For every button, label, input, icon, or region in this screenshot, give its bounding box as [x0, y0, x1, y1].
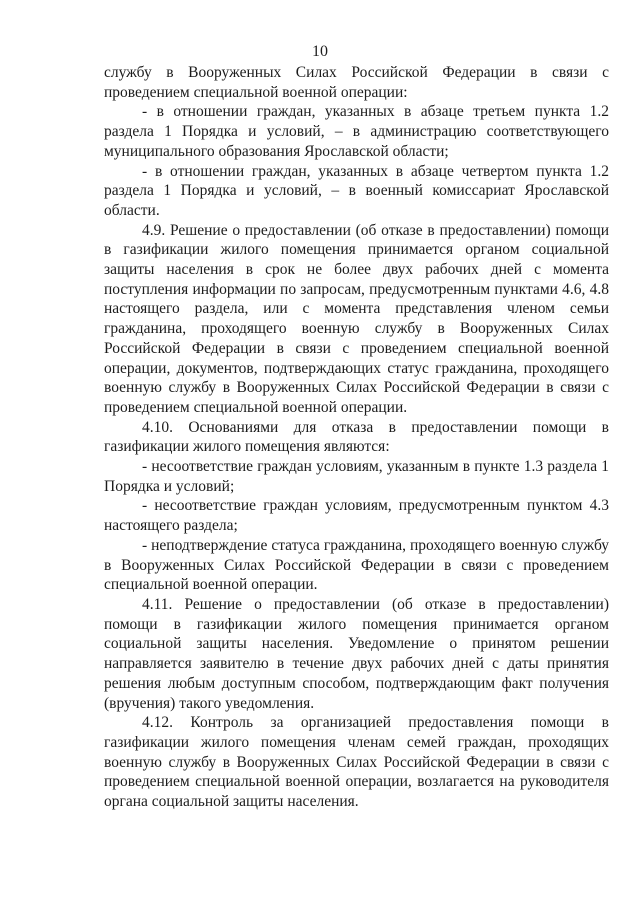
clause-4-12: 4.12. Контроль за организацией предоставления помощи в газификации жилого помещения членам семей граждан, проходящих военную службу в Вооруженных Силах Российской Федерации в связи с проведением специальной военной операции, возлагается на руководителя органа социальной защиты населения. [104, 714, 609, 811]
clause-4-10: 4.10. Основаниями для отказа в предоставлении помощи в газификации жилого помещения являются: [104, 418, 609, 456]
refusal-ground-3: - неподтверждение статуса гражданина, проходящего военную службу в Вооруженных Силах Российской Федерации в связи с проведением специальной военной операции. [104, 536, 609, 594]
document-body [104, 63, 609, 812]
clause-4-11: 4.11. Решение о предоставлении (об отказе в предоставлении) помощи в газификации жилого помещения принимается органом социальной защиты населения. Уведомление о принятом решении направляется заявителю в течение двух рабочих дней с даты принятия решения любым доступным способом, подтверждающим факт получения (вручения) такого уведомления. [104, 595, 609, 712]
paragraph-continuation: службу в Вооруженных Силах Российской Федерации в связи с проведением специальной военной операции: [104, 64, 609, 101]
list-item-military-commissariat: - в отношении граждан, указанных в абзаце четвертом пункта 1.2 раздела 1 Порядка и условий, – в военный комиссариат Ярославской области. [104, 162, 609, 219]
list-item-municipal-administration: - в отношении граждан, указанных в абзаце третьем пункта 1.2 раздела 1 Порядка и условий, – в администрацию соответствующего муниципального образования Ярославской области; [104, 103, 609, 160]
clause-4-9: 4.9. Решение о предоставлении (об отказе в предоставлении) помощи в газификации жилого помещения принимается органом социальной защиты населения в срок не более двух рабочих дней с момента поступления информации по запросам, предусмотренным пунктами 4.6, 4.8 настоящего раздела, или с момента представления членом семьи гражданина, проходящего военную службу в Вооруженных Силах Российской Федерации в связи с проведением специальной военной операции, документов, подтверждающих статус гражданина, проходящего военную службу в Вооруженных Силах Российской Федерации в связи с проведением специальной военной операции. [104, 221, 609, 416]
refusal-ground-2: - несоответствие граждан условиям, предусмотренным пунктом 4.3 настоящего раздела; [104, 497, 609, 535]
refusal-ground-1: - несоответствие граждан условиям, указанным в пункте 1.3 раздела 1 Порядка и условий; [104, 458, 609, 495]
page-number: 10 [312, 43, 328, 60]
